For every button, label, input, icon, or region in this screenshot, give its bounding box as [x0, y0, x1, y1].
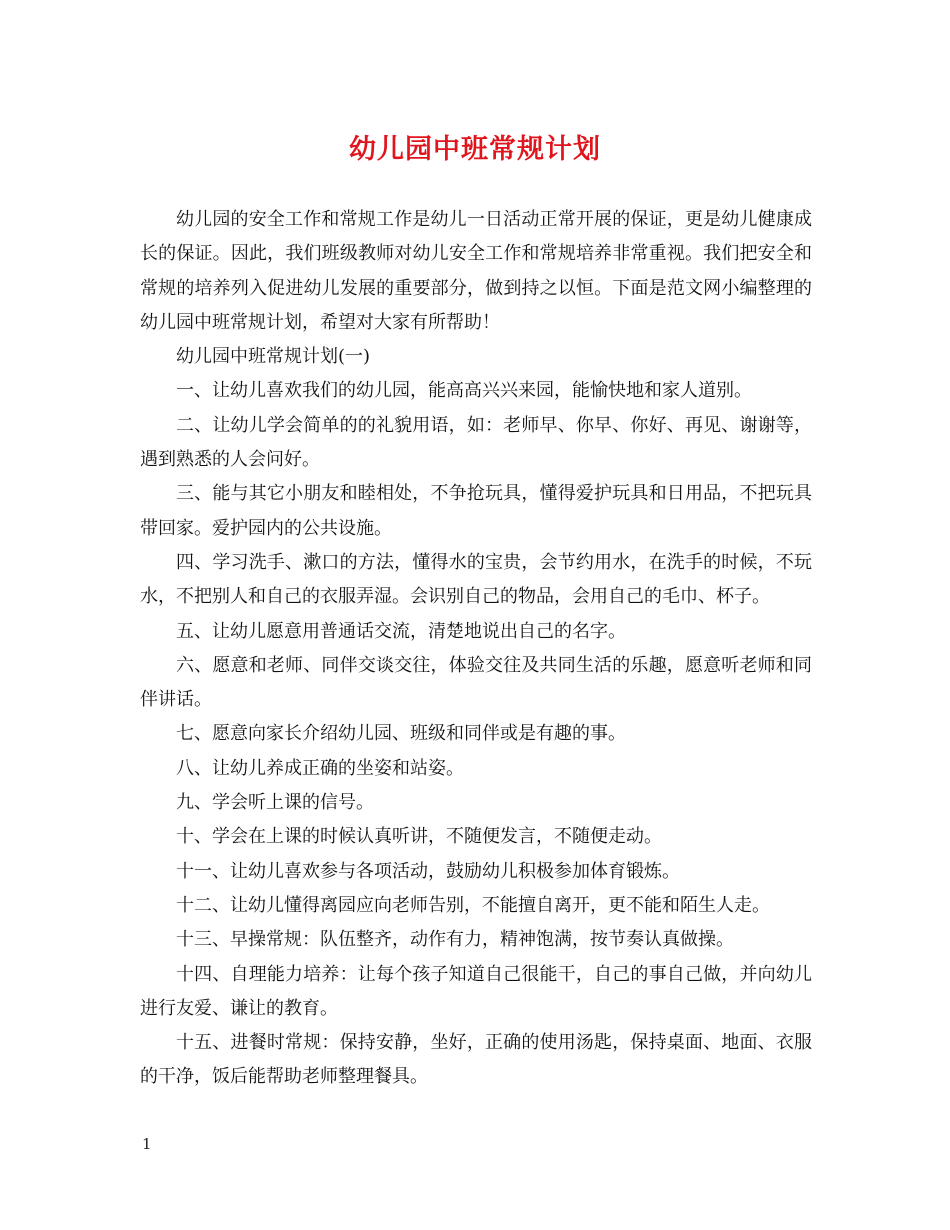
list-item: 六、愿意和老师、同伴交谈交往，体验交往及共同生活的乐趣，愿意听老师和同伴讲话。 [140, 654, 812, 711]
list-item: 十五、进餐时常规：保持安静，坐好，正确的使用汤匙，保持桌面、地面、衣服的干净，饭后能帮助老师整理餐具。 [140, 1032, 812, 1088]
document-title: 幼儿园中班常规计划 [349, 134, 601, 165]
list-item: 三、能与其它小朋友和睦相处，不争抢玩具，懂得爱护玩具和日用品，不把玩具带回家。爱护园内的公共设施。 [140, 483, 812, 539]
list-item: 一、让幼儿喜欢我们的幼儿园，能高高兴兴来园，能愉快地和家人道别。 [176, 380, 752, 402]
list-item: 十一、让幼儿喜欢参与各项活动，鼓励幼儿积极参加体育锻炼。 [176, 860, 680, 882]
page-number: 1 [142, 1135, 152, 1153]
section-heading: 幼儿园中班常规计划(一) [176, 346, 371, 368]
list-item: 二、让幼儿学会简单的的礼貌用语，如：老师早、你早、你好、再见、谢谢等，遇到熟悉的人会问好。 [140, 414, 812, 471]
document-body [140, 203, 812, 1095]
list-item: 四、学习洗手、漱口的方法，懂得水的宝贵，会节约用水，在洗手的时候，不玩水，不把别人和自己的衣服弄湿。会识别自己的物品，会用自己的毛巾、杯子。 [140, 551, 812, 608]
list-item: 八、让幼儿养成正确的坐姿和站姿。 [176, 757, 464, 779]
intro-paragraph: 幼儿园的安全工作和常规工作是幼儿一日活动正常开展的保证，更是幼儿健康成长的保证。因此，我们班级教师对幼儿安全工作和常规培养非常重视。我们把安全和常规的培养列入促进幼儿发展的重要部分，做到持之以恒。下面是范文网小编整理的幼儿园中班常规计划，希望对大家有所帮助！ [140, 209, 812, 333]
list-item: 十、学会在上课的时候认真听讲，不随便发言，不随便走动。 [176, 826, 662, 848]
list-item: 七、愿意向家长介绍幼儿园、班级和同伴或是有趣的事。 [176, 723, 626, 745]
list-item: 十四、自理能力培养：让每个孩子知道自己很能干，自己的事自己做，并向幼儿进行友爱、谦让的教育。 [140, 963, 812, 1019]
list-item: 九、学会听上课的信号。 [176, 792, 374, 814]
list-item: 十三、早操常规：队伍整齐，动作有力，精神饱满，按节奏认真做操。 [176, 929, 734, 951]
list-item: 十二、让幼儿懂得离园应向老师告别，不能擅自离开，更不能和陌生人走。 [176, 894, 770, 916]
list-item: 五、让幼儿愿意用普通话交流，清楚地说出自己的名字。 [176, 620, 626, 642]
